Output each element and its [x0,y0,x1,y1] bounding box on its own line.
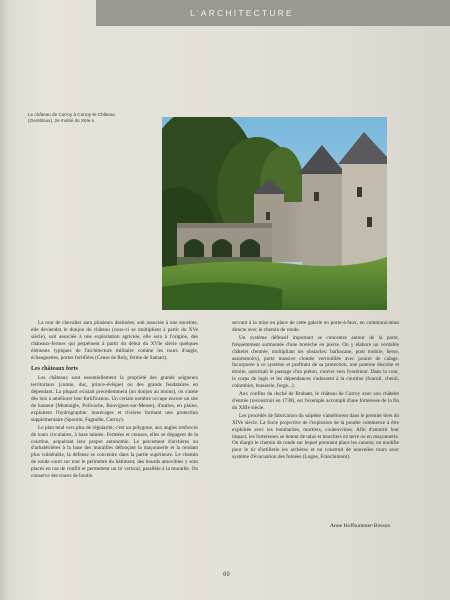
body-paragraph: Un système défensif important se concentre autour de la porte, fréquemment surmontée d'une bretèche en pierre. On y élabore un véritable châtelet d'entrée, multipliant les obstacles: barbacane, pont mobile, herse, assommoirs), porte massive cloutée verrouillée avec poutre de calage. Incorporée à ce système et profitant de sa protection, une poterne discrète et étroite, autorisait le passage d'un piéton, s'ouvre vers l'extérieur. Dans la cour, le corps de logis et les dépendances s'adossent à la courtine (fournil, cheuil, colombier, brasserie, forge...). [232,334,399,390]
page-number: 69 [223,572,230,578]
body-paragraph: Les procédés de fabrication du salpêtre s'améliorent dans le premier tiers du XIVe siècle. La force projective de l'explosion de la poudre commence à être exploitée avec les bombardes, mortiers, couleuvrines. Afin d'amortir leur impact, les forteresses se dotent de talus et boucliers en terre ou en maçonnerie. On élargit le chemin de ronde sur lequel prennent place les canons; on modifie pour le tir d'artillerie les archères et on construit de nouvelles tours avec système d'évacuation des fumées (Logne, Franchimont). [232,412,399,461]
castle-photo-illustration [162,117,387,310]
section-heading: Les châteaux forts [31,366,78,373]
running-header-title: L'ARCHITECTURE [190,8,294,18]
intro-paragraph: La tour de chevalier aura plusieurs destinées: soit associée à une enceinte, elle deviendra le donjon du château (ceux-ci se multiplient à partir du XVe siècle), soit associée à une exploitation agricole, elle sera à l'origine, des châteaux-fermes qui perpétuent à partir du début du XVIe siècle quelques éléments typiques de l'architecture militaire comme les tours d'angle, échauguettes, portes fortifiées (Cense de Roly, ferme de Samart). [31,320,198,361]
author-signature: Anne Hoffsummer-Bosson [330,523,391,529]
body-paragraph: Le plan tend vers plus de régularité; c'est un polygone, aux angles renforcés de tours circulaires, à base talutée. Fermées et creuses, elles se dégagent de la courtine, acquérant leur propre autonomie. Le percement d'archères ou d'arbalétrières à la base des murailles défonçant la maçonnerie et la rendant plus vulnérable, la défense se concentre dans la partie supérieure. Le chemin de ronde court sur tout le périmètre du bâtiment; des hourds amovibles y sont placés en cas de conflit et permettent un tir vertical, parallèle à la muraille. On conserve des traces de boulin [31,424,198,480]
text-column-right [232,320,399,461]
castle-photo [162,117,387,310]
caption-line: Le château de Corroy à Corroy-le-Château [28,112,116,117]
text-column-left [31,320,198,480]
figure-caption [28,112,156,124]
body-paragraph: Les châteaux sont essentiellement la propriété des grands seigneurs territoriaux (comte, duc, prince-évêque) ou des grands feudataires en dépendant. La plupart existait précédemment (un donjon au moins), on s'atele dès lors à améliorer leur fortification. Un certain nombre occupe encore un site de hauteur (Montaigle, Poilvache, Bouvignes-sur-Meuse), d'autres, en plaine, exploitent l'hydrographie: marécages et rivières formant une protection supplémentaire (Spontin, Fagnolle, Corroy). [31,375,198,423]
body-paragraph: Aux confins du duché de Brabant, le château de Corroy avec son châtelet d'entrée (reconstruit en 1738), est l'exemple accompli d'une forteresse de la fin du XIIIe siècle. [232,391,399,411]
lawn-shadow [162,282,282,310]
body-paragraph: servant à la mise en place de cette galerie en porte-à-faux, en communication directe avec le chemin de ronde. [232,320,399,333]
caption-line: (Gembloux), 2e moitié du XIIIe s. [28,118,96,123]
